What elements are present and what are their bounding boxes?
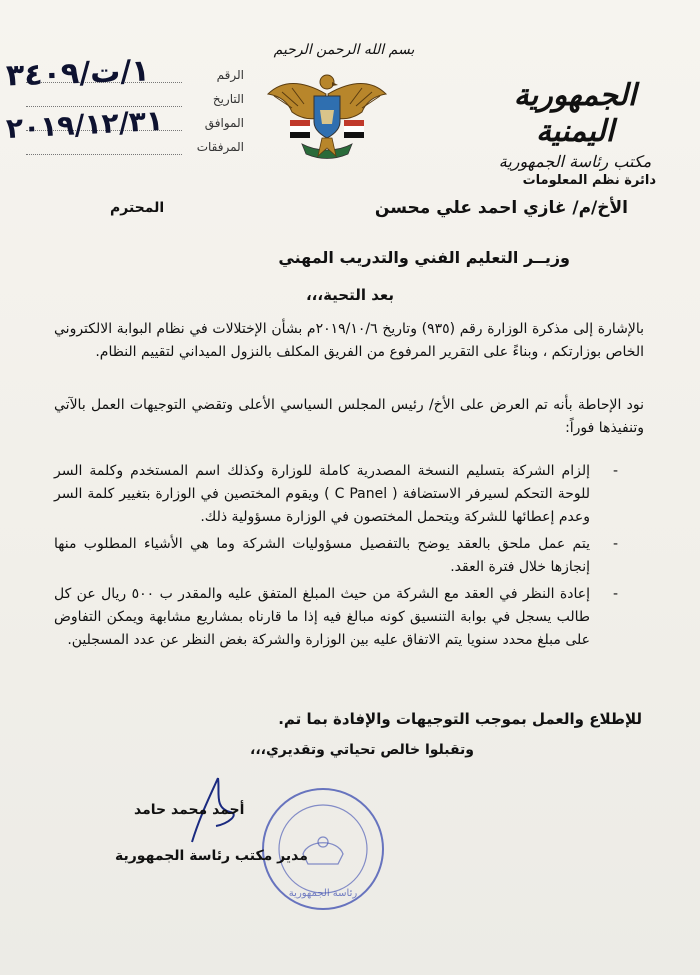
bullet-marker: - [612, 463, 618, 479]
office-name: مكتب رئاسة الجمهورية [498, 152, 652, 171]
signatory-name: أحمد محمد حامد [134, 802, 245, 818]
closing-instruction: للإطلاع والعمل بموجب التوجيهات والإفادة بما تم. [278, 710, 642, 728]
honorific: المحترم [110, 200, 165, 216]
minister-title: وزيــر التعليم الفني والتدريب المهني [278, 248, 570, 267]
signatory-title: مدير مكتب رئاسة الجمهورية [115, 848, 308, 864]
handwritten-date: ٢٠١٩/١٢/٣١ [5, 103, 164, 146]
attachments-dotted-line [26, 154, 182, 155]
bullet-text: إعادة النظر في العقد مع الشركة من حيث المبلغ المتفق عليه والمقدر ب ٥٠٠ ريال عن كل طالب يسجل في بوابة التنسيق كونه مبالغ فيه إذا ما قارناه بمشاريع مشابهة ويمكن التفاوض على مبلغ محدد سنويا يتم الاتفاق عليه بين الوزارة والشركة بغض النظر عن عدد المسجلين. [54, 586, 590, 648]
handwritten-ref-number: ١/ت/٣٤٠٩ [5, 53, 151, 94]
paragraph-directives: نود الإحاطة بأنه تم العرض على الأخ/ رئيس المجلس السياسي الأعلى وتقضي التوجيهات العمل بالآتي وتنفيذها فوراً: [54, 397, 644, 436]
letterhead [470, 78, 680, 190]
ref-label: الرقم [216, 68, 244, 82]
country-name: الجمهورية اليمنية [513, 78, 637, 149]
list-item [54, 460, 620, 529]
bullet-text: يتم عمل ملحق بالعقد يوضح بالتفصيل مسؤوليات الشركة وما هي الأشياء المطلوب منها إنجازها خلال فترة العقد. [54, 536, 590, 575]
seal-text: رئاسة الجمهورية [288, 888, 358, 899]
addressee: الأخ/م/ غازي احمد علي محسن [374, 198, 628, 218]
corresponding-label: الموافق [204, 116, 244, 130]
list-item [54, 583, 620, 652]
directives-list [54, 460, 620, 656]
bullet-marker: - [612, 586, 618, 602]
attachments-label: المرفقات [196, 140, 244, 154]
closing-regards: وتقبلوا خالص تحياتي وتقديري،،، [250, 742, 474, 758]
bullet-marker: - [612, 536, 618, 552]
national-emblem-icon [262, 60, 392, 170]
bullet-text: إلزام الشركة بتسليم النسخة المصدرية كاملة للوزارة وكذلك اسم المستخدم وكلمة السر للوحة التحكم لسيرفر الاستضافة ( C Panel ) ويقوم المختصين في الوزارة بتغيير كلمة السر وعدم إعطائها للشركة ويتحمل المختصون في الوزارة مسؤولية ذلك. [54, 463, 590, 525]
date-label: التاريخ [212, 92, 244, 106]
department-name: دائرة نظم المعلومات [522, 173, 656, 188]
paragraph-reference: بالإشارة إلى مذكرة الوزارة رقم (٩٣٥) وتاريخ ٢٠١٩/١٠/٦م بشأن الإختلالات في نظام البوابة الالكتروني الخاص بوزارتكم ، وبناءً على التقرير المرفوع من الفريق المكلف بالنزول الميداني لتقييم النظام. [54, 321, 644, 360]
basmala: بسم الله الرحمن الرحيم [273, 42, 415, 58]
list-item [54, 533, 620, 579]
greeting: بعد التحية،،، [305, 286, 394, 304]
